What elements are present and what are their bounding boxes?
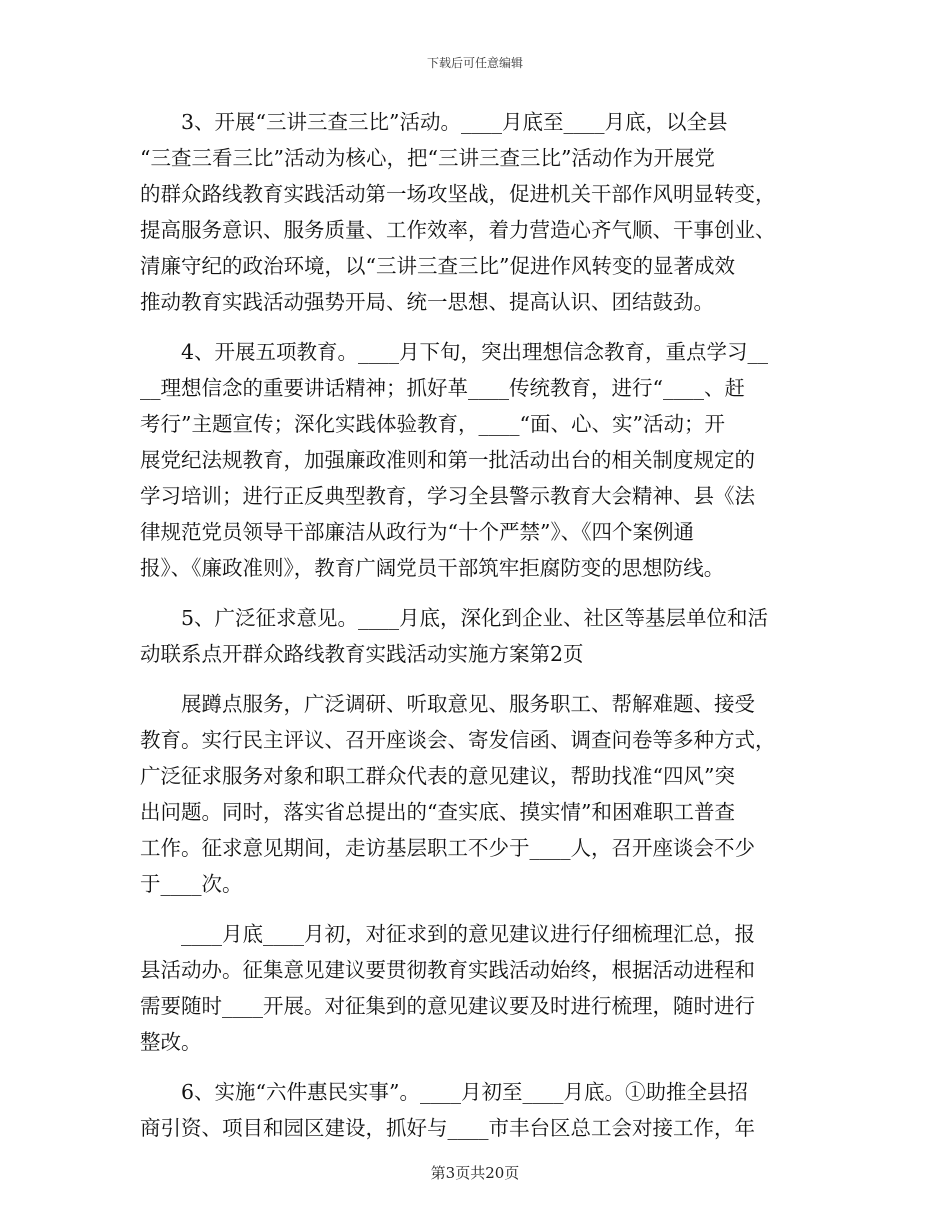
paragraph-gap — [140, 672, 810, 686]
text-line: 整改。 — [140, 1030, 202, 1054]
document-body — [140, 104, 810, 1146]
text-line: 县活动办。征集意见建议要贯彻教育实践活动始终，根据活动进程和 — [140, 958, 755, 982]
text-line: 提高服务意识、服务质量、工作效率，着力营造心齐气顺、干事创业、 — [140, 218, 776, 242]
text-line: 的群众路线教育实践活动第一场攻坚战，促进机关干部作风明显转变， — [140, 182, 776, 206]
paragraph-gap — [140, 902, 810, 916]
text-line: 工作。征求意见期间，走访基层职工不少于____人，召开座谈会不少 — [140, 836, 755, 860]
paragraph-gap — [140, 586, 810, 600]
text-line: 展党纪法规教育，加强廉政准则和第一批活动出台的相关制度规定的 — [140, 448, 755, 472]
text-line: 清廉守纪的政治环境，以“三讲三查三比”促进作风转变的显著成效 — [140, 254, 735, 278]
text-line: 6、实施“六件惠民实事”。____月初至____月底。①助推全县招 — [140, 1080, 749, 1104]
text-line: 3、开展“三讲三查三比”活动。____月底至____月底，以全县 — [140, 110, 728, 134]
text-line: 展蹲点服务，广泛调研、听取意见、服务职工、帮解难题、接受 — [140, 692, 755, 716]
text-line: __理想信念的重要讲话精神；抓好革____传统教育，进行“____、赶 — [140, 376, 745, 400]
text-line: 需要随时____开展。对征集到的意见建议要及时进行梳理，随时进行 — [140, 994, 755, 1018]
text-line: 广泛征求服务对象和职工群众代表的意见建议，帮助找准“四风”突 — [140, 764, 735, 788]
text-line: 报》、《廉政准则》，教育广阔党员干部筑牢拒腐防变的思想防线。 — [140, 556, 725, 580]
text-line: 5、广泛征求意见。____月底，深化到企业、社区等基层单位和活 — [140, 606, 769, 630]
text-line: 出问题。同时，落实省总提出的“查实底、摸实情”和困难职工普查 — [140, 800, 735, 824]
paragraph-gap — [140, 1060, 810, 1074]
paragraph-gap — [140, 320, 810, 334]
text-line: 推动教育实践活动强势开局、统一思想、提高认识、团结鼓劲。 — [140, 290, 714, 314]
text-line: 考行”主题宣传；深化实践体验教育，____“面、心、实”活动；开 — [140, 412, 725, 436]
page-header: 下载后可任意编辑 — [426, 56, 523, 70]
text-line: 学习培训；进行正反典型教育，学习全县警示教育大会精神、县《法 — [140, 484, 755, 508]
text-line: 律规范党员领导干部廉洁从政行为“十个严禁”》、《四个案例通 — [140, 520, 694, 544]
text-line: 商引资、项目和园区建设，抓好与____市丰台区总工会对接工作，年 — [140, 1116, 755, 1140]
text-line: 教育。实行民主评议、召开座谈会、寄发信函、调查问卷等多种方式， — [140, 728, 776, 752]
page-number: 第3页共20页 — [430, 1164, 520, 1182]
text-line: 于____次。 — [140, 872, 243, 896]
text-line: ____月底____月初，对征求到的意见建议进行仔细梳理汇总，报 — [140, 922, 755, 946]
text-line: 4、开展五项教育。____月下旬，突出理想信念教育，重点学习__ — [140, 340, 769, 364]
text-line: 动联系点开群众路线教育实践活动实施方案第2页 — [140, 642, 584, 666]
text-line: “三查三看三比”活动为核心，把“三讲三查三比”活动作为开展党 — [140, 146, 715, 170]
